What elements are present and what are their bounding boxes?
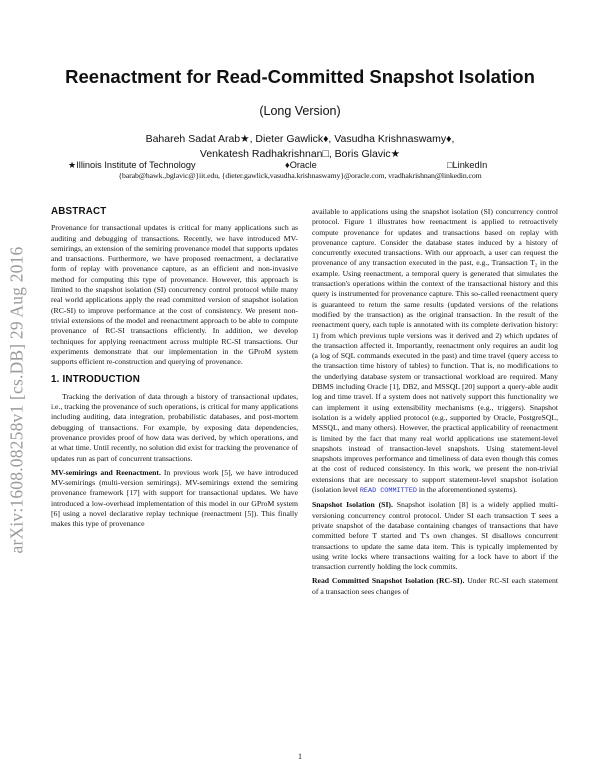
rc-si-text: Under RC-SI each statement of a transaction sees changes of — [312, 576, 558, 596]
intro-continued-text: available to applications using the snapshot isolation (SI) concurrency control protocol. Figure 1 illustrates how reenactment is applied to retroactively compute provenance for updates and transactions based on replay with provenance capture. Consider the database states induced by a history of concurrently executed transactions. With our approach, a user can request the provenance of any transaction executed in the past, e.g., Transaction T₂ in the example. Using reenactment, a temporal query is generated that simulates the transaction's operations within the context of the transactional history and this query is instrumented for provenance capture. This so-called reenactment query is guaranteed to return the same results (updated versions of the relations modified by the transaction) as the original transaction. In the result of the reenactment query, each tuple is annotated with its complete derivation history: 1) from which previous tuple versions was it derived and 2) which updates of the transaction affected it. Importantly, reenactment only requires an audit log (a log of SQL commands executed in the past) and time travel (query access to the transaction time history of tables) to function. That is, no modifications to the underlying database system or transactional workload are required. Many DBMS including Oracle [1], DB2, and MSSQL [20] support a query-able audit log and time travel. If a system does not natively support this functionality we can implement it using extensibility mechanisms (e.g., triggers). Snapshot isolation is a widely applied protocol (e.g., supported by Oracle, PostgreSQL, MSSQL, and many others). However, the practical applicability of reenactment is limited by the fact that many real world applications use statement-level snapshots instead of transaction-level snapshots. Using statement-level snapshots improves performance and timeliness of data even though this comes at the cost of reduced consistency. In this work, we present the non-trivial extensions that are necessary to support statement-level snapshot isolation (isolation level — [312, 207, 558, 495]
read-committed-code: READ COMMITTED — [359, 487, 417, 496]
intro-continued-tail: in the aforementioned systems). — [418, 485, 518, 495]
affiliation-iit: ★Illinois Institute of Technology — [68, 160, 196, 170]
si-runin: Snapshot Isolation (SI). — [312, 500, 393, 510]
right-column — [312, 207, 558, 597]
affiliation-linkedin: □LinkedIn — [447, 160, 488, 170]
mv-semirings-runin: MV-semirings and Reenactment. — [51, 467, 161, 477]
author-emails: {barab@hawk.,bglavic@}iit.edu, {dieter.gawlick,vasudha.krishnaswamy}@oracle.com, vradhakrishnan@linkedin.com — [118, 171, 482, 180]
author-list — [0, 132, 600, 162]
abstract-text: Provenance for transactional updates is critical for many applications such as auditing and debugging of transactions. Recently, we have introduced MV-semirings, an extension of the semiring provenance model that supports updates and transactions. Furthermore, we have proposed reenactment, a declarative form of replay with provenance capture, as an efficient and non-invasive method for computing this type of provenance. However, this approach is limited to the snapshot isolation (SI) concurrency control protocol while many real world applications apply the read committed version of snapshot isolation (RC-SI) to improve performance at the cost of consistency. We present non-trivial extensions of the model and reenactment approach to be able to compute provenance of RC-SI transactions efficiently. In addition, we develop techniques for applying reenactment across multiple RC-SI transactions. Our experiments demonstrate that our implementation in the GProM system supports efficient re-construction and querying of provenance. — [51, 223, 298, 367]
si-text: Snapshot isolation [8] is a widely applied multi-versioning concurrency control protocol. Under SI each transaction T sees a private snapshot of the database containing changes of transactions that have committed before T started and T's own changes. SI disallows concurrent transactions to update the same data item. This is typically implemented by using write locks where transactions waiting for a lock have to abort if the transaction currently holding the lock commits. — [312, 500, 559, 572]
left-column — [51, 207, 298, 530]
arxiv-stamp-text: arXiv:1608.08258v1 [cs.DB] 29 Aug 2016 — [6, 246, 27, 554]
authors-line-2: Venkatesh Radhakrishnan□, Boris Glavic★ — [199, 148, 401, 160]
rc-si-runin: Read Committed Snapshot Isolation (RC-SI). — [312, 576, 465, 586]
authors-line-1: Bahareh Sadat Arab★, Dieter Gawlick♦, Vasudha Krishnaswamy♦, — [145, 133, 455, 145]
affiliation-oracle: ♦Oracle — [285, 160, 317, 170]
paper-subtitle: (Long Version) — [259, 104, 341, 118]
arxiv-stamp — [2, 220, 32, 580]
paper-title: Reenactment for Read-Committed Snapshot Isolation — [65, 66, 535, 87]
abstract-heading: ABSTRACT — [51, 206, 107, 217]
introduction-heading: 1. INTRODUCTION — [51, 374, 140, 386]
intro-paragraph: Tracking the derivation of data through a history of transactional updates, i.e., tracking the provenance of such operations, is critical for many applications including auditing, data integration, probabilistic databases, and post-mortem debugging of transactions. For example, by exposing data dependencies, provenance provides proof of how data was derived, by which operations, and at what time. Until recently, no solution did exist for tracking the provenance of updates run as part of concurrent transactions. — [51, 391, 298, 463]
mv-semirings-text: In previous work [5], we have introduced MV-semirings (multi-version semirings). MV-semirings extend the semiring provenance framework [17] with support for transactional updates. We have introduced a low-overhead implementation of this model in our GProM system [6] using a novel declarative replay technique (reenactment [5]). This finally makes this type of provenance — [51, 467, 298, 529]
page-number: 1 — [298, 752, 302, 761]
